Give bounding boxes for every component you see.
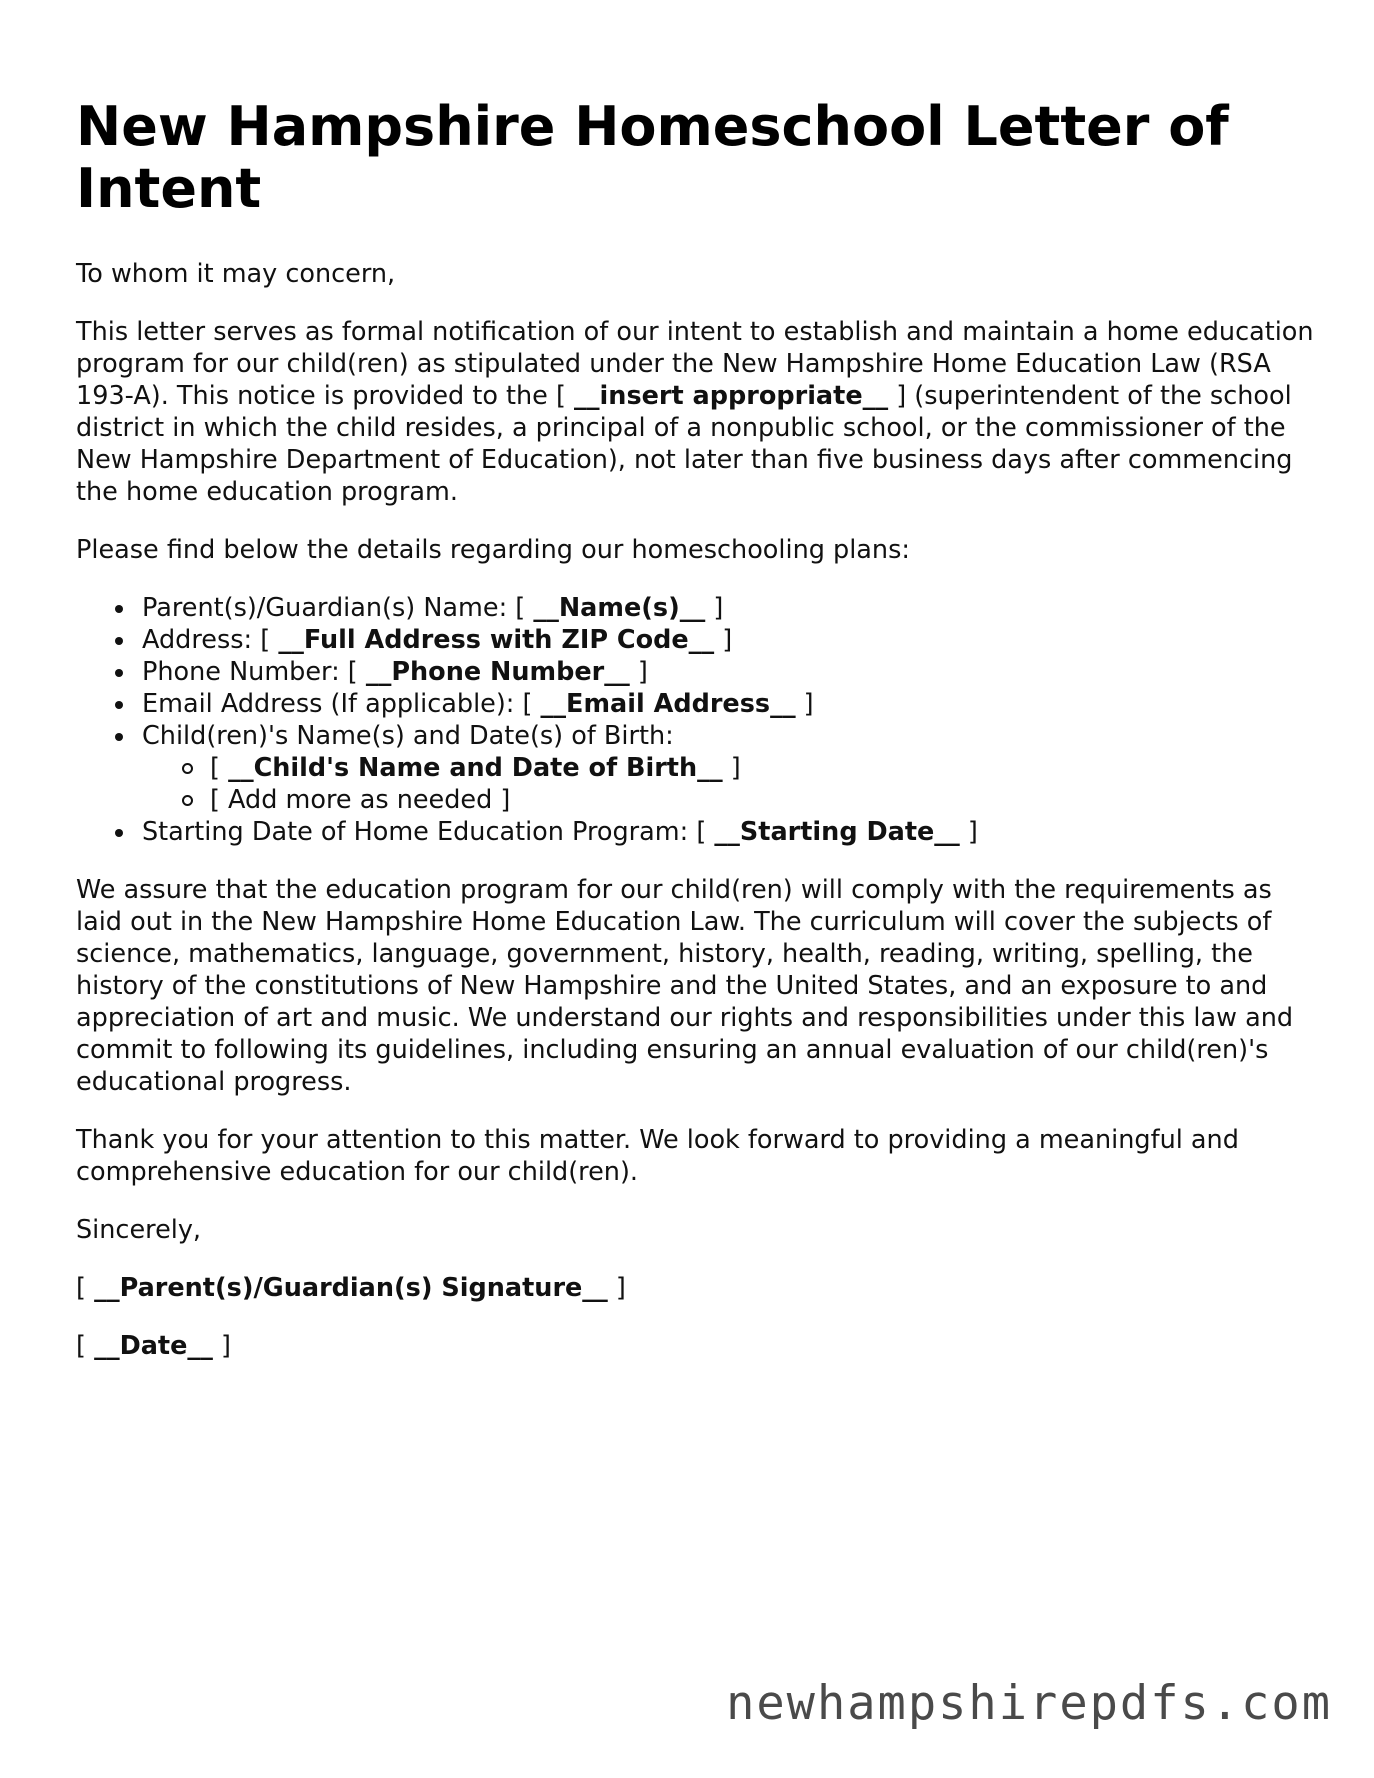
site-watermark: newhampshirepdfs.com [726, 1676, 1332, 1731]
bracket-close: ] [959, 817, 978, 847]
closing: Sincerely, [76, 1215, 202, 1245]
email-placeholder: __Email Address__ [540, 689, 796, 719]
email-label: Email Address (If applicable): [ [142, 689, 541, 719]
assurance-paragraph: We assure that the education program for our child(ren) will comply with the requirements as laid out in the New Hampshire Home Education Law. The curriculum will cover the subjects of science, mathematics, language, government, history, health, reading, writing, spelling, the history of the constitutions of New Hampshire and the United States, and an exposure to and appreciation of art and music. We understand our rights and responsibilities under this law and commit to following its guidelines, including ensuring an annual evaluation of our child(ren)'s educational progress. [76, 875, 1294, 1097]
start-date-label: Starting Date of Home Education Program: [ [142, 817, 715, 847]
bracket-close: ] [607, 1273, 626, 1303]
address-label: Address: [ [142, 625, 279, 655]
details-intro: Please find below the details regarding our homeschooling plans: [76, 535, 910, 565]
bracket-close: ] [212, 1331, 231, 1361]
intro-text-after: ] (superintendent of the school district in which the child resides, a principal of a nonpublic school, or the commissioner of the New Hampshire Department of Education), not later than five business days after commencing the home education program. [76, 381, 1293, 507]
phone-label: Phone Number: [ [142, 657, 366, 687]
intro-text-before: This letter serves as formal notification of our intent to establish and maintain a home education program for our child(ren) as stipulated under the New Hampshire Home Education Law (RSA 193-A). This notice is provided to the [ [76, 317, 1314, 411]
bracket-open: [ [210, 753, 229, 783]
bracket-close: ] [705, 593, 724, 623]
list-item-address [76, 624, 1316, 656]
list-item-parents [76, 592, 1316, 624]
thanks-paragraph: Thank you for your attention to this matter. We look forward to providing a meaningful and comprehensive education for our child(ren). [76, 1125, 1239, 1187]
signature-line [76, 1272, 1316, 1304]
details-list [76, 592, 1316, 848]
recipient-placeholder: __insert appropriate__ [574, 381, 889, 411]
salutation: To whom it may concern, [76, 259, 396, 289]
parents-placeholder: __Name(s)__ [533, 593, 706, 623]
bracket-open: [ [76, 1273, 95, 1303]
children-sublist [142, 752, 1316, 816]
bracket-close: ] [795, 689, 814, 719]
sublist-item-more: [ Add more as needed ] [142, 784, 1316, 816]
list-item-phone [76, 656, 1316, 688]
intro-paragraph [76, 316, 1316, 508]
address-placeholder: __Full Address with ZIP Code__ [278, 625, 715, 655]
sublist-item-child [142, 752, 1316, 784]
bracket-open: [ [76, 1331, 95, 1361]
parents-label: Parent(s)/Guardian(s) Name: [ [142, 593, 534, 623]
children-label: Child(ren)'s Name(s) and Date(s) of Birth: [142, 721, 674, 751]
phone-placeholder: __Phone Number__ [365, 657, 630, 687]
list-item-children [76, 720, 1316, 816]
date-placeholder: __Date__ [94, 1331, 213, 1361]
letter-page [76, 96, 1316, 1388]
list-item-email [76, 688, 1316, 720]
bracket-close: ] [714, 625, 733, 655]
signature-placeholder: __Parent(s)/Guardian(s) Signature__ [94, 1273, 608, 1303]
start-date-placeholder: __Starting Date__ [714, 817, 960, 847]
bracket-close: ] [722, 753, 741, 783]
page-title: New Hampshire Homeschool Letter of Intent [76, 95, 1229, 220]
child-placeholder: __Child's Name and Date of Birth__ [228, 753, 723, 783]
bracket-close: ] [629, 657, 648, 687]
list-item-start-date [76, 816, 1316, 848]
date-line [76, 1330, 1316, 1362]
